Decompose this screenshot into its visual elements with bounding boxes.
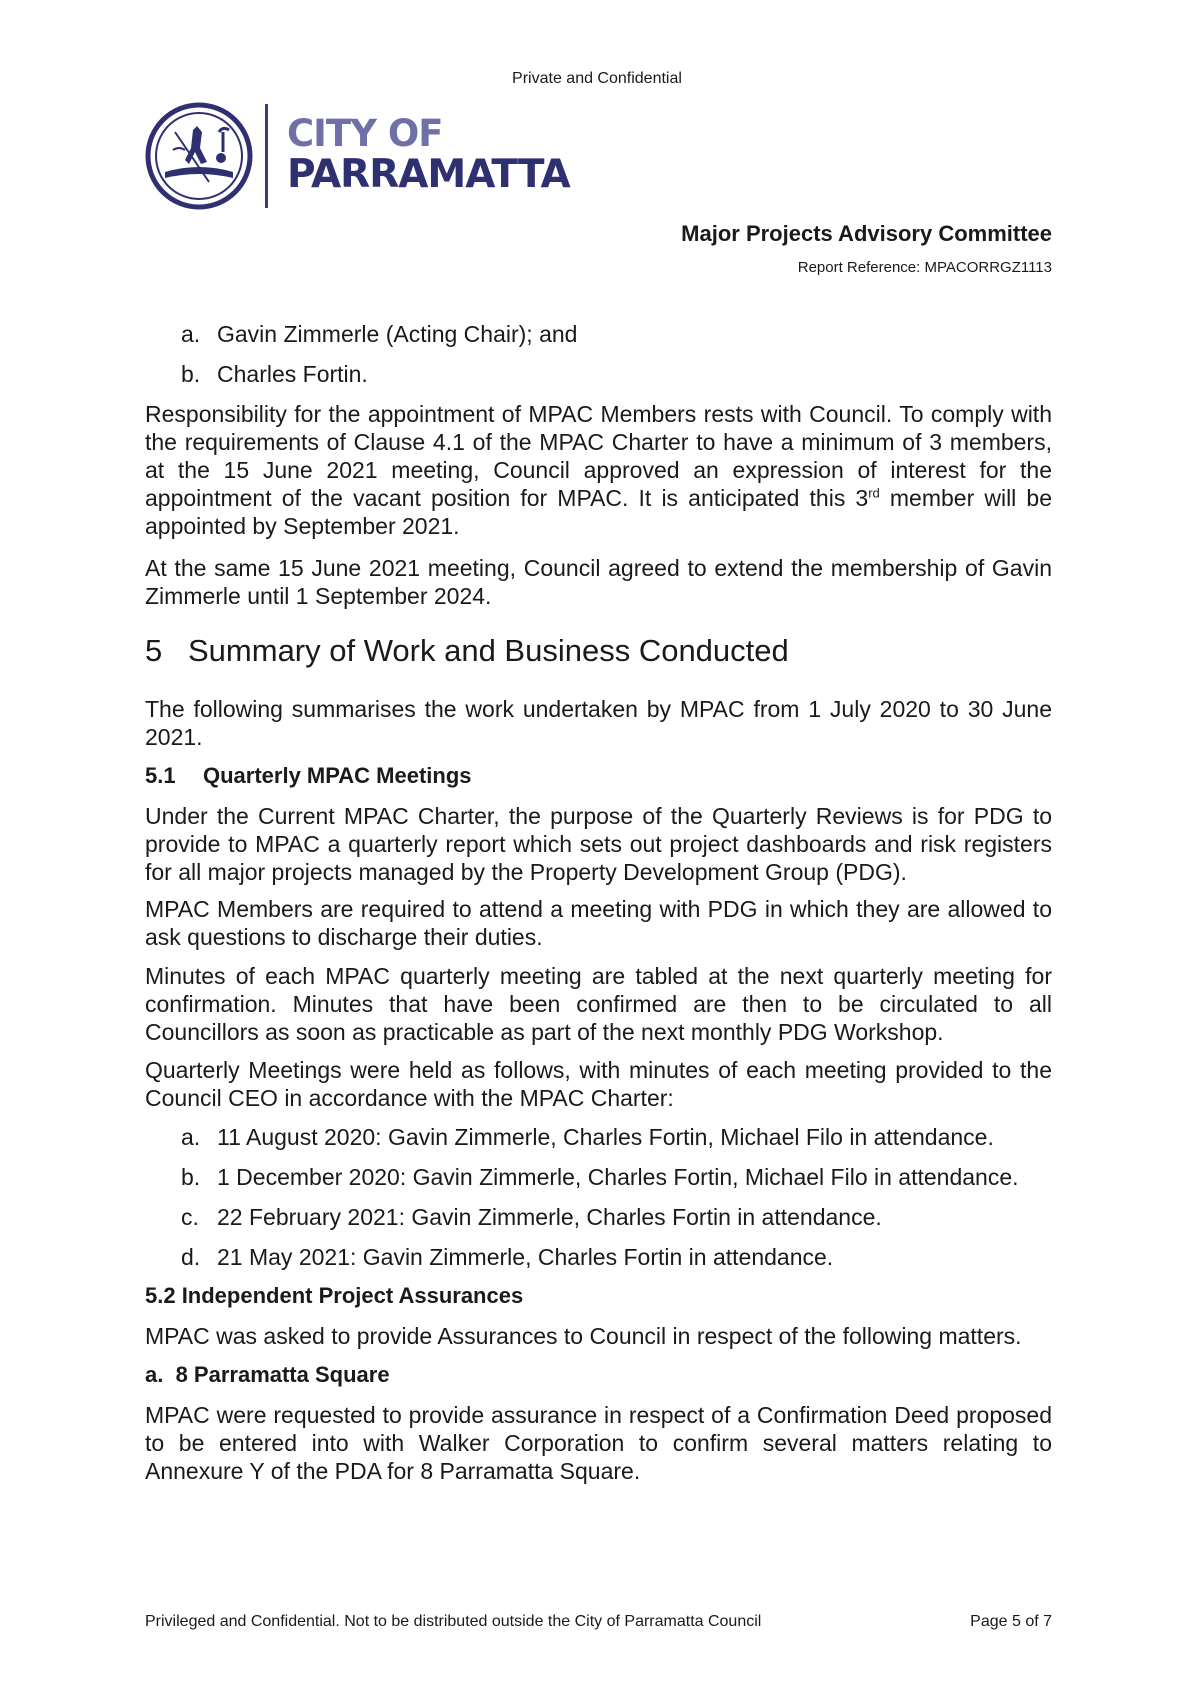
parramatta-square-paragraph: MPAC were requested to provide assurance in respect of a Confirmation Deed proposed to be entered into with Walker Corporation to confirm several matters relating to Annexure Y of the PDA for 8 Parramatta Square. bbox=[145, 1402, 1052, 1484]
meetings-list bbox=[145, 1123, 1052, 1271]
section-5-1-paragraph-2: MPAC Members are required to attend a meeting with PDG in which they are allowed to ask questions to discharge their duties. bbox=[145, 896, 1052, 950]
list-item: c. 22 February 2021: Gavin Zimmerle, Charles Fortin in attendance. bbox=[181, 1204, 882, 1230]
list-item: b. 1 December 2020: Gavin Zimmerle, Charles Fortin, Michael Filo in attendance. bbox=[181, 1164, 1019, 1190]
extension-paragraph: At the same 15 June 2021 meeting, Council agreed to extend the membership of Gavin Zimmerle until 1 September 2024. bbox=[145, 555, 1052, 609]
list-item: b. Charles Fortin. bbox=[181, 361, 368, 387]
parramatta-emblem-icon bbox=[145, 102, 253, 210]
list-item: a. 11 August 2020: Gavin Zimmerle, Charles Fortin, Michael Filo in attendance. bbox=[181, 1124, 994, 1150]
section-5-2-heading: 5.2 Independent Project Assurances bbox=[145, 1283, 524, 1308]
section-5-2-intro: MPAC was asked to provide Assurances to Council in respect of the following matters. bbox=[145, 1323, 1022, 1349]
list-item: a. Gavin Zimmerle (Acting Chair); and bbox=[181, 321, 578, 347]
section-5-1-paragraph-3: Minutes of each MPAC quarterly meeting are tabled at the next quarterly meeting for confirmation. Minutes that have been confirmed are then to be circulated to all Councillors as soon as practicable as part of the next monthly PDG Workshop. bbox=[145, 963, 1052, 1045]
city-of-parramatta-logo bbox=[145, 102, 570, 210]
page-number: Page 5 of 7 bbox=[970, 1613, 1052, 1630]
logo-line-parramatta: PARRAMATTA bbox=[287, 152, 570, 197]
logo-divider bbox=[265, 104, 268, 208]
logo-wordmark bbox=[287, 114, 570, 196]
section-5-intro: The following summarises the work undertaken by MPAC from 1 July 2020 to 30 June 2021. bbox=[145, 696, 1052, 750]
section-5-1-paragraph-4: Quarterly Meetings were held as follows, with minutes of each meeting provided to the Council CEO in accordance with the MPAC Charter: bbox=[145, 1057, 1052, 1111]
report-reference: Report Reference: MPACORRGZ1113 bbox=[797, 259, 1052, 276]
section-5-1-heading: 5.1 Quarterly MPAC Meetings bbox=[145, 763, 472, 788]
confidential-label: Private and Confidential bbox=[512, 70, 682, 87]
responsibility-paragraph: Responsibility for the appointment of MPAC Members rests with Council. To comply with the requirements of Clause 4.1 of the MPAC Charter to have a minimum of 3 members, at the 15 June 2021 meeting, Council approved an expression of interest for the appointment of the vacant position for MPAC. It is anticipated this 3rd member will be appointed by September 2021. bbox=[145, 401, 1052, 539]
members-list bbox=[145, 320, 1052, 388]
section-5-heading: 5 Summary of Work and Business Conducted bbox=[145, 633, 789, 668]
logo-line-city-of: CITY OF bbox=[287, 112, 443, 155]
footer-confidentiality-note: Privileged and Confidential. Not to be distributed outside the City of Parramatta Council bbox=[145, 1613, 762, 1630]
committee-title: Major Projects Advisory Committee bbox=[681, 221, 1052, 246]
parramatta-square-heading: a. 8 Parramatta Square bbox=[145, 1362, 390, 1387]
section-5-1-paragraph-1: Under the Current MPAC Charter, the purpose of the Quarterly Reviews is for PDG to provide to MPAC a quarterly report which sets out project dashboards and risk registers for all major projects managed by the Property Development Group (PDG). bbox=[145, 803, 1052, 885]
list-item: d. 21 May 2021: Gavin Zimmerle, Charles Fortin in attendance. bbox=[181, 1244, 834, 1270]
